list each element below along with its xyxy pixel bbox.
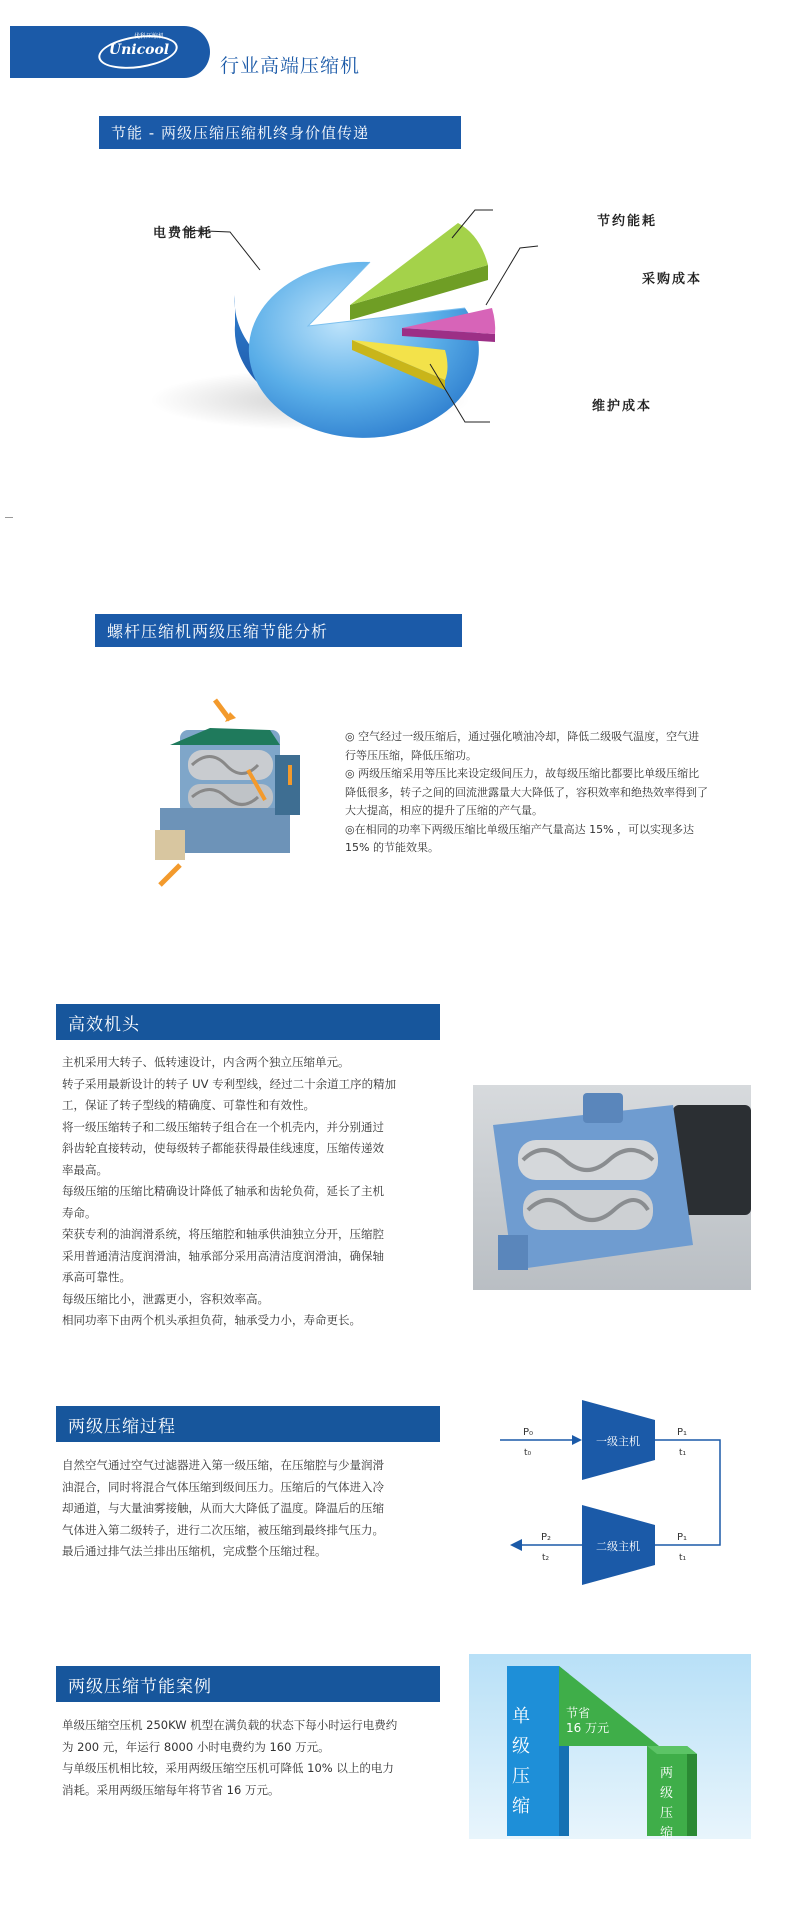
airend-line: 寿命。	[62, 1205, 97, 1220]
analysis-line: 降低很多，转子之间的回流泄露量大大降低了，容积效率和绝热效率得到了	[345, 785, 708, 799]
single-stage-label: 单级压缩	[512, 1706, 530, 1817]
section-title-analysis: 螺杆压缩机两级压缩节能分析	[95, 614, 462, 647]
compressor-cutaway-image	[130, 690, 330, 890]
pie-label-saving: 节约能耗	[597, 214, 658, 229]
airend-line: 每级压缩的压缩比精确设计降低了轴承和齿轮负荷，延长了主机	[62, 1184, 384, 1198]
process-line: 油混合，同时将混合气体压缩到级间压力。压缩后的气体进入冷	[62, 1479, 384, 1494]
label-t2: t₂	[542, 1553, 550, 1563]
airend-line: 采用普通清洁度润滑油，轴承部分采用高清洁度润滑油，确保轴	[62, 1248, 384, 1263]
airend-line: 每级压缩比小，泄露更小，容积效率高。	[62, 1291, 269, 1306]
label-t0: t₀	[524, 1448, 532, 1458]
airend-line: 相同功率下由两个机头承担负荷，轴承受力小，寿命更长。	[62, 1313, 361, 1327]
label-p1-top: P₁	[677, 1427, 688, 1438]
analysis-line: 行等压压缩，降低压缩功。	[345, 748, 477, 762]
label-p1-bottom: P₁	[677, 1532, 688, 1543]
process-line: 最后通过排气法兰排出压缩机，完成整个压缩过程。	[62, 1544, 327, 1558]
logo: Unicool	[108, 42, 170, 58]
pie-label-electricity: 电费能耗	[153, 226, 214, 241]
section-title-value-transfer: 节能 - 两级压缩压缩机终身价值传递	[99, 116, 461, 149]
logo-small-text: 优科压缩机	[134, 33, 165, 40]
section-title-process: 两级压缩过程	[56, 1406, 440, 1442]
two-stage-label: 两级压缩	[660, 1766, 674, 1841]
stage2-label: 二级主机	[596, 1540, 640, 1553]
analysis-line: ◎ 两级压缩采用等压比来设定级间压力，故每级压缩比都要比单级压缩比	[345, 767, 700, 780]
case-line: 为 200 元，年运行 8000 小时电费约为 160 万元。	[62, 1739, 330, 1754]
saving-value: 16 万元	[566, 1721, 610, 1735]
saving-label: 节省	[566, 1706, 591, 1720]
section-title-case: 两级压缩节能案例	[56, 1666, 440, 1702]
case-line: 单级压缩空压机 250KW 机型在满负载的状态下每小时运行电费约	[62, 1718, 398, 1732]
analysis-line: ◎ 空气经过一级压缩后，通过强化喷油冷却，降低二级吸气温度，空气进	[345, 730, 700, 743]
process-line: 自然空气通过空气过滤器进入第一级压缩，在压缩腔与少量润滑	[62, 1458, 384, 1472]
airend-line: 荣获专利的油润滑系统，将压缩腔和轴承供油独立分开，压缩腔	[62, 1227, 384, 1241]
label-t1-bottom: t₁	[679, 1553, 687, 1563]
divider-mark	[5, 517, 13, 518]
cost-pie-chart	[140, 190, 740, 460]
airend-line: 承高可靠性。	[62, 1270, 131, 1284]
section-title-airend: 高效机头	[56, 1004, 440, 1040]
airend-line: 将一级压缩转子和二级压缩转子组合在一个机壳内，并分别通过	[62, 1119, 384, 1134]
brand-title: 行业高端压缩机	[220, 55, 361, 77]
airend-line: 转子采用最新设计的转子 UV 专利型线，经过二十余道工序的精加	[62, 1076, 397, 1091]
two-stage-diagram	[490, 1395, 730, 1600]
pie-label-maintenance: 维护成本	[592, 399, 653, 414]
process-line: 气体进入第二级转子，进行二次压缩，被压缩到最终排气压力。	[62, 1522, 384, 1537]
analysis-line: ◎在相同的功率下两级压缩比单级压缩产气量高达 15% ，可以实现多达	[345, 822, 695, 836]
airend-line: 主机采用大转子、低转速设计，内含两个独立压缩单元。	[62, 1055, 350, 1069]
analysis-text	[345, 728, 765, 858]
analysis-line: 大大提高，相应的提升了压缩的产气量。	[345, 804, 543, 817]
pie-label-purchase: 采购成本	[642, 272, 703, 287]
analysis-line: 15% 的节能效果。	[345, 841, 439, 854]
label-p2: P₂	[541, 1532, 552, 1543]
stage1-label: 一级主机	[596, 1435, 640, 1448]
process-text	[62, 1455, 452, 1563]
label-p0: P₀	[523, 1427, 534, 1438]
airend-line: 率最高。	[62, 1162, 108, 1177]
process-line: 却通道，与大量油雾接触，从而大大降低了温度。降温后的压缩	[62, 1501, 384, 1515]
airend-text	[62, 1052, 452, 1332]
case-line: 与单级压机相比较，采用两级压缩空压机可降低 10% 以上的电力	[62, 1761, 394, 1775]
case-line: 消耗。采用两级压缩每年将节省 16 万元。	[62, 1782, 280, 1797]
airend-line: 斜齿轮直接转动，使每级转子都能获得最佳线速度，压缩传递效	[62, 1141, 384, 1155]
label-t1-top: t₁	[679, 1448, 687, 1458]
airend-line: 工，保证了转子型线的精确度、可靠性和有效性。	[62, 1098, 315, 1112]
case-text	[62, 1715, 452, 1801]
airend-photo	[473, 1085, 751, 1290]
